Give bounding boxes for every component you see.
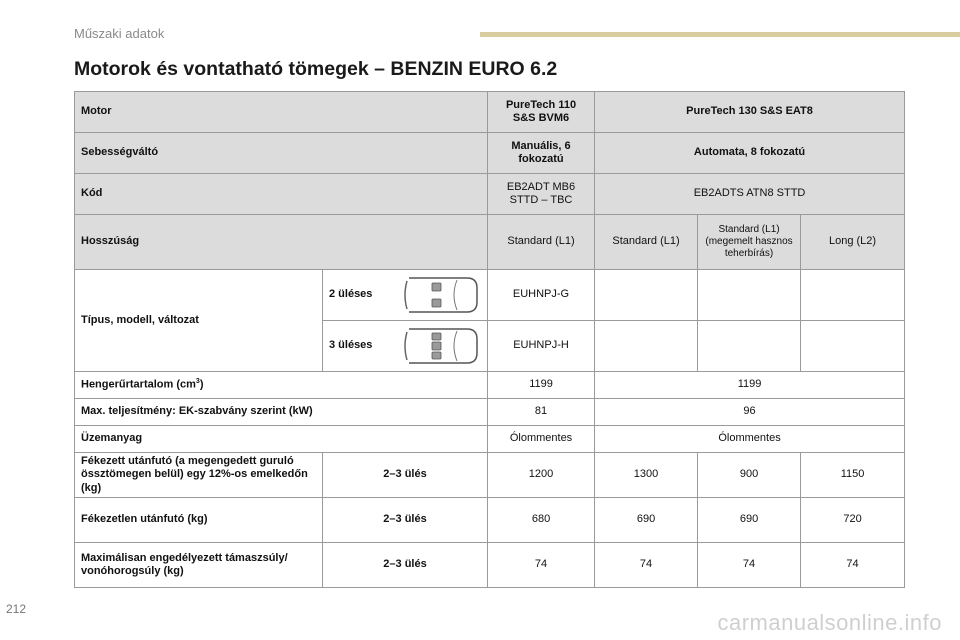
table-row <box>75 543 905 588</box>
page-title: Motorok és vontatható tömegek – BENZIN EURO 6.2 <box>74 58 558 80</box>
unbraked-trailer-label: Fékezetlen utánfutó (kg) <box>75 498 323 543</box>
type-3-seats-value: EUHNPJ-H <box>488 321 595 372</box>
table-row <box>75 215 905 270</box>
braked-trailer-value-1: 1200 <box>488 453 595 498</box>
type-3-seats-empty-1 <box>595 321 698 372</box>
table-row <box>75 498 905 543</box>
braked-trailer-value-3: 900 <box>698 453 801 498</box>
fuel-value-1: Ólommentes <box>488 426 595 453</box>
watermark: carmanualsonline.info <box>717 610 942 635</box>
engine-value-2: PureTech 130 S&S EAT8 <box>595 92 905 133</box>
displacement-value-1: 1199 <box>488 372 595 399</box>
section-label: Műszaki adatok <box>74 26 165 41</box>
noseweight-seats: 2–3 ülés <box>323 543 488 588</box>
code-value-1: EB2ADT MB6 STTD – TBC <box>488 174 595 215</box>
braked-trailer-seats: 2–3 ülés <box>323 453 488 498</box>
table-row <box>75 399 905 426</box>
unbraked-trailer-value-2: 690 <box>595 498 698 543</box>
displacement-unit-sup: 3 <box>195 378 200 386</box>
noseweight-label: Maximálisan engedélyezett támaszsúly/ vonóhorogsúly (kg) <box>75 543 323 588</box>
type-3-seats-empty-2 <box>698 321 801 372</box>
length-label: Hosszúság <box>75 215 488 270</box>
length-value-2: Standard (L1) <box>595 215 698 270</box>
fuel-value-2: Ólommentes <box>595 426 905 453</box>
table-row <box>75 174 905 215</box>
two-seat-van-icon <box>401 275 481 315</box>
table-row <box>75 426 905 453</box>
engine-label: Motor <box>75 92 488 133</box>
noseweight-value-2: 74 <box>595 543 698 588</box>
braked-trailer-value-2: 1300 <box>595 453 698 498</box>
noseweight-value-1: 74 <box>488 543 595 588</box>
table-row <box>75 133 905 174</box>
noseweight-value-3: 74 <box>698 543 801 588</box>
type-2-seats-empty-2 <box>698 270 801 321</box>
table-row <box>75 453 905 498</box>
type-label: Típus, modell, változat <box>75 270 323 372</box>
power-value-2: 96 <box>595 399 905 426</box>
code-label: Kód <box>75 174 488 215</box>
length-value-4: Long (L2) <box>801 215 905 270</box>
code-value-2: EB2ADTS ATN8 STTD <box>595 174 905 215</box>
displacement-label-text: Hengerűrtartalom (cm <box>81 378 196 391</box>
type-2-seats-empty-3 <box>801 270 905 321</box>
type-3-seats-empty-3 <box>801 321 905 372</box>
noseweight-value-4: 74 <box>801 543 905 588</box>
engine-value-1: PureTech 110 S&S BVM6 <box>488 92 595 133</box>
unbraked-trailer-seats: 2–3 ülés <box>323 498 488 543</box>
table-row <box>75 270 905 321</box>
gearbox-value-1: Manuális, 6 fokozatú <box>488 133 595 174</box>
gearbox-label: Sebességváltó <box>75 133 488 174</box>
seats-3-cell <box>323 321 488 372</box>
table-row <box>75 92 905 133</box>
length-value-3: Standard (L1) (megemelt hasznos teherbírás) <box>698 215 801 270</box>
seats-2-label: 2 üléses <box>329 288 373 301</box>
specifications-table <box>74 91 905 588</box>
table-row <box>75 372 905 399</box>
braked-trailer-value-4: 1150 <box>801 453 905 498</box>
power-value-1: 81 <box>488 399 595 426</box>
fuel-label: Üzemanyag <box>75 426 488 453</box>
page-number: 212 <box>6 602 27 616</box>
seats-3-label: 3 üléses <box>329 339 373 352</box>
header-accent-bar <box>480 32 960 37</box>
length-value-1: Standard (L1) <box>488 215 595 270</box>
displacement-label <box>75 372 488 399</box>
type-2-seats-empty-1 <box>595 270 698 321</box>
unbraked-trailer-value-1: 680 <box>488 498 595 543</box>
displacement-value-2: 1199 <box>595 372 905 399</box>
braked-trailer-label: Fékezett utánfutó (a megengedett guruló össztömegen belül) egy 12%-os emelkedőn (kg) <box>75 453 323 498</box>
gearbox-value-2: Automata, 8 fokozatú <box>595 133 905 174</box>
displacement-label-close: ) <box>199 378 204 391</box>
unbraked-trailer-value-3: 690 <box>698 498 801 543</box>
power-label: Max. teljesítmény: EK-szabvány szerint (kW) <box>75 399 488 426</box>
seats-2-cell <box>323 270 488 321</box>
unbraked-trailer-value-4: 720 <box>801 498 905 543</box>
three-seat-van-icon <box>401 326 481 366</box>
type-2-seats-value: EUHNPJ-G <box>488 270 595 321</box>
